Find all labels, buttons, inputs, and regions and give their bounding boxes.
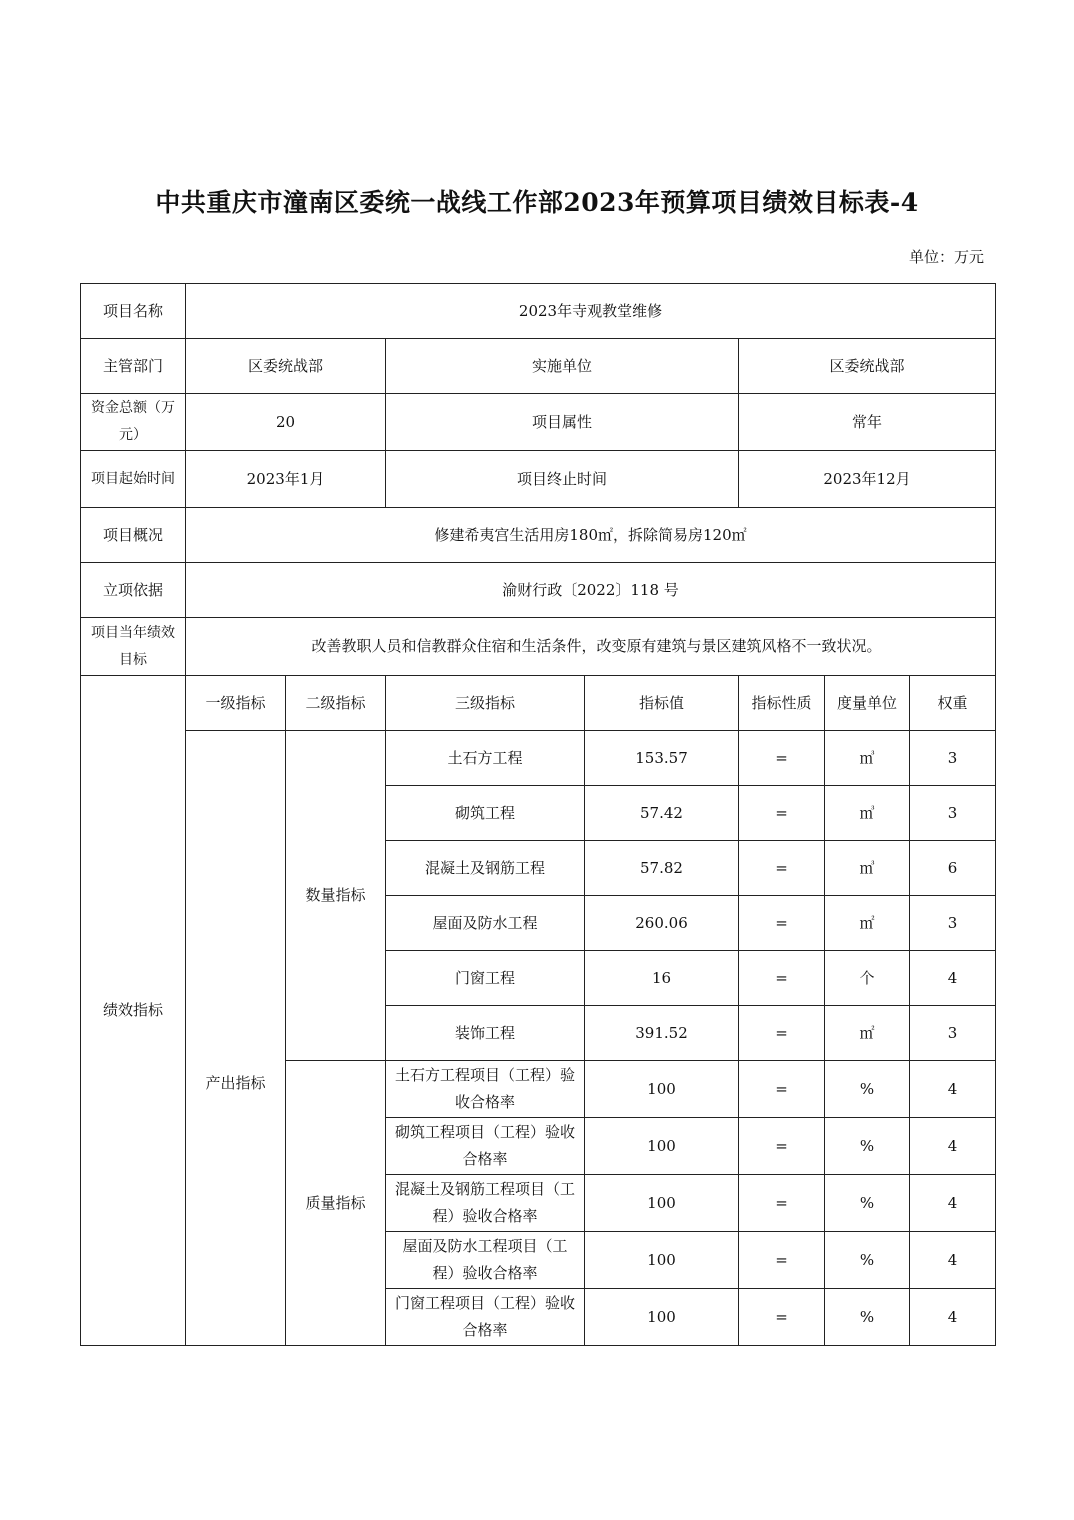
header-level1: 一级指标 bbox=[186, 676, 286, 731]
attr-value: 常年 bbox=[739, 394, 996, 451]
quality-value: 100 bbox=[585, 1118, 739, 1175]
quality-nature: = bbox=[739, 1061, 825, 1118]
quantity-weight: 3 bbox=[910, 786, 996, 841]
basis-label: 立项依据 bbox=[81, 563, 186, 618]
quality-unit: % bbox=[825, 1175, 910, 1232]
quality-weight: 4 bbox=[910, 1118, 996, 1175]
quantity-nature: = bbox=[739, 1006, 825, 1061]
quantity-unit: 个 bbox=[825, 951, 910, 1006]
quality-value: 100 bbox=[585, 1289, 739, 1346]
quantity-value: 57.82 bbox=[585, 841, 739, 896]
header-level3: 三级指标 bbox=[386, 676, 585, 731]
quantity-name: 屋面及防水工程 bbox=[386, 896, 585, 951]
quality-indicator-label: 质量指标 bbox=[286, 1061, 386, 1346]
quantity-unit: ㎡ bbox=[825, 896, 910, 951]
fund-value: 20 bbox=[186, 394, 386, 451]
row-goal bbox=[81, 618, 996, 676]
indicator-section-label: 绩效指标 bbox=[81, 676, 186, 1346]
quality-nature: = bbox=[739, 1175, 825, 1232]
quantity-unit: ㎥ bbox=[825, 786, 910, 841]
row-department bbox=[81, 339, 996, 394]
row-fund bbox=[81, 394, 996, 451]
quality-weight: 4 bbox=[910, 1175, 996, 1232]
dept-value: 区委统战部 bbox=[186, 339, 386, 394]
quality-weight: 4 bbox=[910, 1232, 996, 1289]
quality-unit: % bbox=[825, 1289, 910, 1346]
row-indicator-headers bbox=[81, 676, 996, 731]
page-title: 中共重庆市潼南区委统一战线工作部2023年预算项目绩效目标表-4 bbox=[155, 188, 919, 217]
quantity-value: 260.06 bbox=[585, 896, 739, 951]
quantity-weight: 3 bbox=[910, 896, 996, 951]
quantity-weight: 4 bbox=[910, 951, 996, 1006]
quantity-unit: ㎥ bbox=[825, 841, 910, 896]
header-weight: 权重 bbox=[910, 676, 996, 731]
quantity-name: 装饰工程 bbox=[386, 1006, 585, 1061]
quality-value: 100 bbox=[585, 1175, 739, 1232]
quality-unit: % bbox=[825, 1232, 910, 1289]
quality-name: 混凝土及钢筋工程项目（工程）验收合格率 bbox=[386, 1175, 585, 1232]
quality-weight: 4 bbox=[910, 1061, 996, 1118]
header-unit: 度量单位 bbox=[825, 676, 910, 731]
quantity-name: 混凝土及钢筋工程 bbox=[386, 841, 585, 896]
quality-name: 屋面及防水工程项目（工程）验收合格率 bbox=[386, 1232, 585, 1289]
quantity-nature: = bbox=[739, 731, 825, 786]
quantity-unit: ㎥ bbox=[825, 731, 910, 786]
impl-label: 实施单位 bbox=[386, 339, 739, 394]
quality-name: 土石方工程项目（工程）验收合格率 bbox=[386, 1061, 585, 1118]
quantity-name: 砌筑工程 bbox=[386, 786, 585, 841]
quantity-nature: = bbox=[739, 786, 825, 841]
quantity-weight: 3 bbox=[910, 1006, 996, 1061]
project-name-value: 2023年寺观教堂维修 bbox=[186, 284, 996, 339]
quality-nature: = bbox=[739, 1118, 825, 1175]
quantity-name: 土石方工程 bbox=[386, 731, 585, 786]
project-name-label: 项目名称 bbox=[81, 284, 186, 339]
header-nature: 指标性质 bbox=[739, 676, 825, 731]
quantity-indicator-label: 数量指标 bbox=[286, 731, 386, 1061]
quantity-nature: = bbox=[739, 896, 825, 951]
performance-table bbox=[80, 283, 996, 1346]
quality-name: 门窗工程项目（工程）验收合格率 bbox=[386, 1289, 585, 1346]
quality-name: 砌筑工程项目（工程）验收合格率 bbox=[386, 1118, 585, 1175]
table-row bbox=[81, 731, 996, 786]
quantity-weight: 3 bbox=[910, 731, 996, 786]
quantity-nature: = bbox=[739, 951, 825, 1006]
unit-label: 单位：万元 bbox=[908, 248, 984, 266]
quality-nature: = bbox=[739, 1232, 825, 1289]
overview-value: 修建希夷宫生活用房180㎡，拆除简易房120㎡ bbox=[186, 508, 996, 563]
overview-label: 项目概况 bbox=[81, 508, 186, 563]
quantity-value: 153.57 bbox=[585, 731, 739, 786]
quality-unit: % bbox=[825, 1061, 910, 1118]
header-value: 指标值 bbox=[585, 676, 739, 731]
quality-nature: = bbox=[739, 1289, 825, 1346]
level1-output-label: 产出指标 bbox=[186, 731, 286, 1346]
quantity-weight: 6 bbox=[910, 841, 996, 896]
quality-value: 100 bbox=[585, 1061, 739, 1118]
quantity-value: 16 bbox=[585, 951, 739, 1006]
dept-label: 主管部门 bbox=[81, 339, 186, 394]
start-value: 2023年1月 bbox=[186, 451, 386, 508]
end-value: 2023年12月 bbox=[739, 451, 996, 508]
quantity-name: 门窗工程 bbox=[386, 951, 585, 1006]
start-label: 项目起始时间 bbox=[81, 451, 186, 508]
quantity-value: 391.52 bbox=[585, 1006, 739, 1061]
row-project-name bbox=[81, 284, 996, 339]
quantity-nature: = bbox=[739, 841, 825, 896]
quantity-value: 57.42 bbox=[585, 786, 739, 841]
end-label: 项目终止时间 bbox=[386, 451, 739, 508]
quality-unit: % bbox=[825, 1118, 910, 1175]
goal-value: 改善教职人员和信教群众住宿和生活条件，改变原有建筑与景区建筑风格不一致状况。 bbox=[186, 618, 996, 676]
impl-value: 区委统战部 bbox=[739, 339, 996, 394]
basis-value: 渝财行政〔2022〕118 号 bbox=[186, 563, 996, 618]
fund-label: 资金总额（万元） bbox=[81, 394, 186, 451]
row-overview bbox=[81, 508, 996, 563]
goal-label: 项目当年绩效目标 bbox=[81, 618, 186, 676]
quantity-unit: ㎡ bbox=[825, 1006, 910, 1061]
quality-weight: 4 bbox=[910, 1289, 996, 1346]
quality-value: 100 bbox=[585, 1232, 739, 1289]
attr-label: 项目属性 bbox=[386, 394, 739, 451]
row-basis bbox=[81, 563, 996, 618]
row-period bbox=[81, 451, 996, 508]
header-level2: 二级指标 bbox=[286, 676, 386, 731]
